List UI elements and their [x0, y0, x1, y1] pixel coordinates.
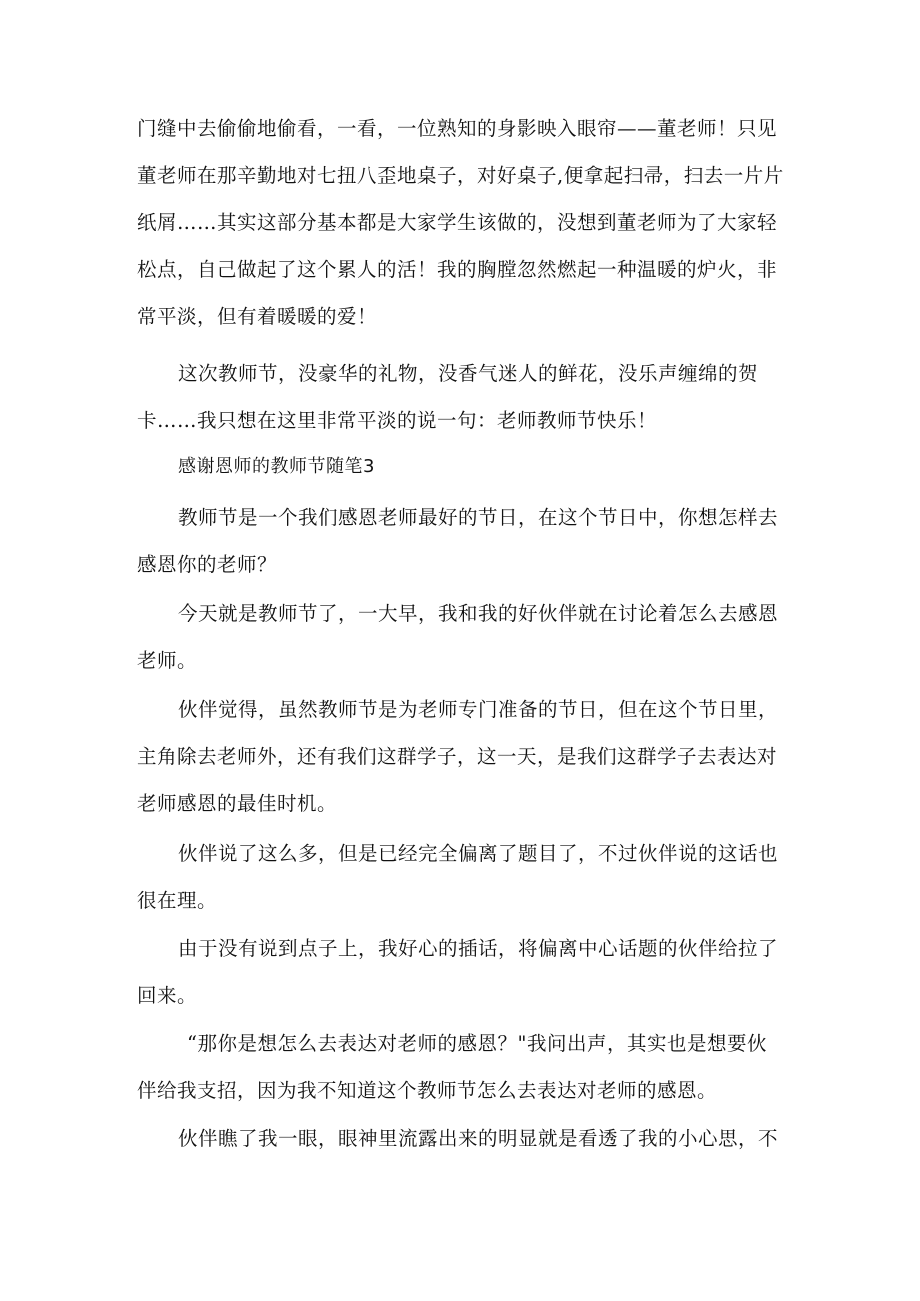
text-line: 由于没有说到点子上，我好心的插话，将偏离中心话题的伙伴给拉了 [178, 937, 779, 960]
text-line: 纸屑……其实这部分基本都是大家学生该做的，没想到董老师为了大家轻 [137, 211, 778, 234]
text-line: 伙伴瞧了我一眼，眼神里流露出来的明显就是看透了我的小心思，不 [178, 1127, 779, 1150]
text-line: 董老师在那辛勤地对七扭八歪地桌子，对好桌子,便拿起扫帚，扫去一片片 [137, 164, 784, 187]
paragraph-3 [137, 494, 797, 588]
text-line: 今天就是教师节了，一大早，我和我的好伙伴就在讨论着怎么去感恩 [178, 602, 779, 625]
paragraph-1 [137, 105, 797, 340]
paragraph-6 [137, 830, 797, 924]
text-line: 回来。 [137, 984, 198, 1007]
text-line: 这次教师节，没豪华的礼物，没香气迷人的鲜花，没乐声缠绵的贺 [178, 362, 759, 385]
text-line: 伙伴觉得，虽然教师节是为老师专门准备的节日，但在这个节日里， [178, 698, 779, 721]
text-line: 很在理。 [137, 889, 218, 912]
text-line: 常平淡，但有着暖暖的爱！ [137, 305, 378, 328]
text-line: 伴给我支招，因为我不知道这个教师节怎么去表达对老师的感恩。 [137, 1079, 718, 1102]
text-line: 门缝中去偷偷地偷看，一看，一位熟知的身影映入眼帘——董老师！只见 [137, 117, 778, 140]
text-line: 伙伴说了这么多，但是已经完全偏离了题目了，不过伙伴说的这话也 [178, 842, 779, 865]
text-line: 感恩你的老师？ [137, 553, 278, 576]
text-line: 老师。 [137, 649, 198, 672]
text-line: 主角除去老师外，还有我们这群学子，这一天，是我们这群学子去表达对 [137, 745, 778, 768]
text-line: 松点，自己做起了这个累人的活！我的胸膛忽然燃起一种温暖的炉火，非 [137, 258, 778, 281]
paragraph-2 [137, 350, 797, 444]
paragraph-7 [137, 925, 797, 1019]
paragraph-8 [137, 1020, 797, 1114]
heading-text: 感谢恩师的教师节随笔3 [178, 456, 375, 477]
paragraph-5 [137, 686, 797, 827]
text-line: 教师节是一个我们感恩老师最好的节日，在这个节日中，你想怎样去 [178, 506, 779, 529]
text-line: “那你是想怎么去表达对老师的感恩？"我问出声，其实也是想要伙 [187, 1032, 767, 1055]
paragraph-9 [137, 1115, 797, 1162]
text-line: 卡……我只想在这里非常平淡的说一句：老师教师节快乐！ [137, 409, 658, 432]
section-heading [178, 443, 838, 490]
paragraph-4 [137, 590, 797, 684]
text-line: 老师感恩的最佳时机。 [137, 792, 338, 815]
